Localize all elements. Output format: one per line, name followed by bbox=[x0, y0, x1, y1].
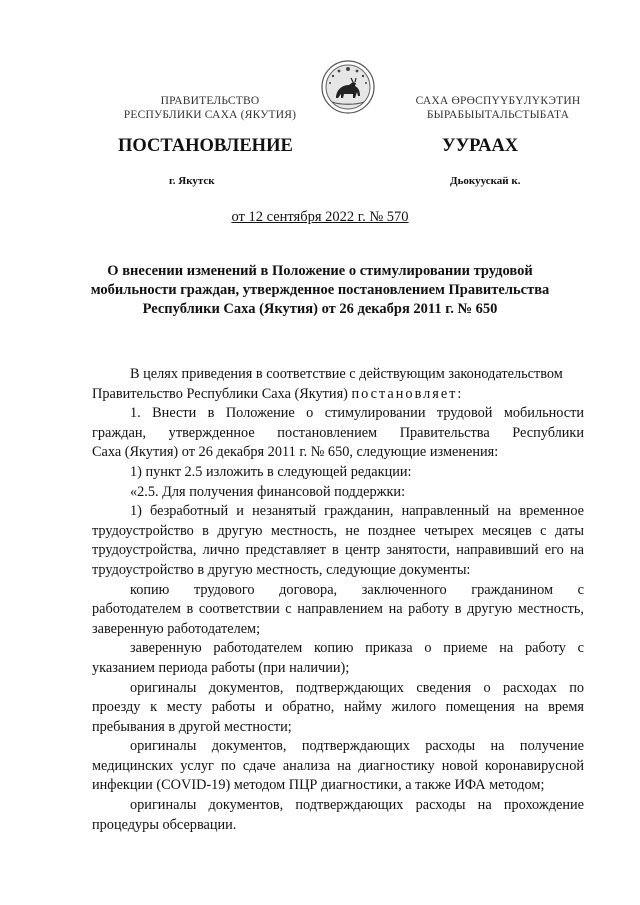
list-item-observation-line-2: процедуры обсервации. bbox=[92, 816, 237, 833]
document-title bbox=[90, 262, 550, 319]
header-right-line-2: БЫРАБЫЫТАЛЬСТЫБАТА bbox=[426, 109, 570, 121]
list-item-contract-line-1: копию трудового договора, заключенного гражданином с bbox=[130, 581, 584, 598]
list-item-travel-line-3: пребывания в другой местности; bbox=[92, 718, 292, 735]
header-left-line-1: ПРАВИТЕЛЬСТВО bbox=[160, 95, 260, 107]
list-item-contract-line-2: работодателем в соответствии с направлением на работу в другую местность, bbox=[92, 601, 584, 618]
paragraph-item-1-line-1: 1. Внести в Положение о стимулировании трудовой мобильности bbox=[130, 405, 584, 422]
city-russian: г. Якутск bbox=[169, 175, 215, 187]
city-yakut: Дьокуускай к. bbox=[450, 175, 521, 187]
title-line-3: Республики Саха (Якутия) от 26 декабря 2011 г. № 650 bbox=[142, 301, 498, 317]
list-item-order-line-1: заверенную работодателем копию приказа о приеме на работу с bbox=[130, 640, 584, 657]
paragraph-clause-1-line-2: трудоустройство в другую местность, не позднее четырех месяцев с даты bbox=[92, 522, 584, 539]
list-item-medical-line-2: медицинских услуг по сдаче анализа на диагностику новой коронавирусной bbox=[92, 757, 584, 774]
list-item-travel-line-1: оригиналы документов, подтверждающих сведения о расходах по bbox=[130, 679, 584, 696]
list-item-travel-line-2: проезду к месту работы и обратно, найму жилого помещения на время bbox=[92, 699, 584, 716]
doc-type-russian: ПОСТАНОВЛЕНИЕ bbox=[118, 136, 293, 156]
header-left-line-2: РЕСПУБЛИКИ САХА (ЯКУТИЯ) bbox=[123, 109, 297, 121]
date-number: от 12 сентября 2022 г. № 570 bbox=[231, 209, 409, 225]
preamble-subject: Правительство Республики Саха (Якутия) bbox=[92, 385, 348, 402]
doc-type-yakut: УУРААХ bbox=[442, 136, 519, 156]
paragraph-clause-1-line-4: трудоустройство в другую местность, следующие документы: bbox=[92, 561, 471, 578]
list-item-order-line-2: указанием периода работы (при наличии); bbox=[92, 659, 350, 676]
paragraph-item-1-line-2: граждан, утвержденное постановлением Правительства Республики bbox=[92, 424, 584, 441]
header-right-authority bbox=[394, 94, 602, 122]
paragraph-clause-1-line-3: трудоустройства, лично представляет в центр занятости, направивший его на bbox=[92, 542, 584, 559]
paragraph-subitem-1: 1) пункт 2.5 изложить в следующей редакции: bbox=[130, 463, 412, 480]
title-line-2: мобильности граждан, утвержденное постановлением Правительства bbox=[90, 282, 550, 298]
list-item-observation-line-1: оригиналы документов, подтверждающих расходы на прохождение bbox=[130, 797, 584, 814]
list-item-medical-line-3: инфекции (COVID-19) методом ПЦР диагностики, а также ИФА методом; bbox=[92, 777, 545, 794]
paragraph-clause-2-5: «2.5. Для получения финансовой поддержки: bbox=[130, 483, 406, 500]
paragraph-preamble: В целях приведения в соответствие с действующим законодательством bbox=[130, 366, 563, 382]
document-body bbox=[92, 365, 584, 835]
coat-of-arms-emblem-icon bbox=[320, 58, 376, 116]
title-line-1: О внесении изменений в Положение о стимулировании трудовой bbox=[107, 263, 533, 279]
paragraph-clause-1-line-1: 1) безработный и незанятый гражданин, направленный на временное bbox=[130, 503, 584, 520]
header-left-authority bbox=[96, 94, 324, 122]
paragraph-item-1-line-3: Саха (Якутия) от 26 декабря 2011 г. № 650, следующие изменения: bbox=[92, 444, 499, 461]
list-item-medical-line-1: оригиналы документов, подтверждающих расходы на получение bbox=[130, 738, 584, 755]
preamble-decree-word: постановляет: bbox=[351, 385, 464, 402]
list-item-contract-line-3: заверенную работодателем; bbox=[92, 620, 261, 637]
date-number-line bbox=[0, 209, 640, 226]
paragraph-preamble-cont bbox=[92, 385, 584, 405]
header-right-line-1: САХА ӨРӨСПҮҮБҮЛҮКЭТИН bbox=[415, 95, 581, 107]
